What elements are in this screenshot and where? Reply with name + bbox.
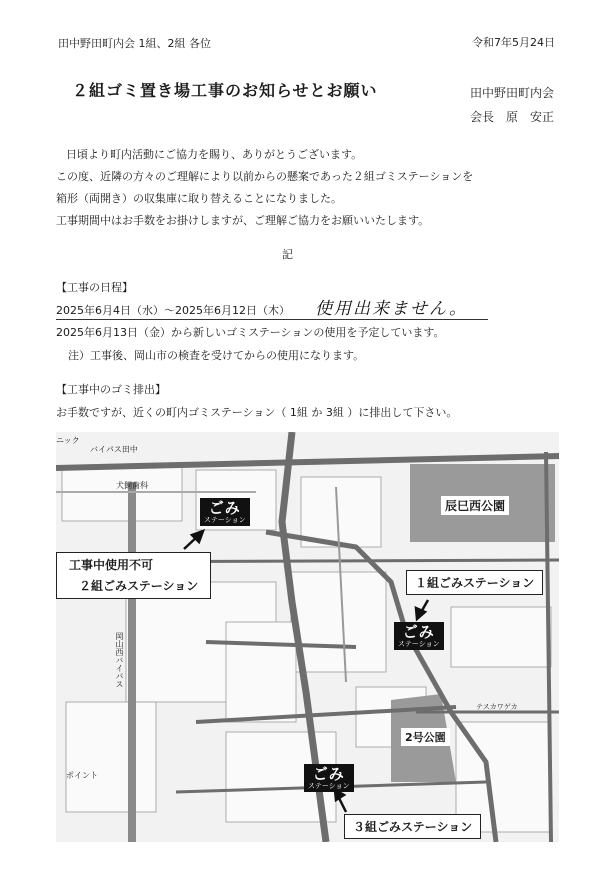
label-bypass-road: 岡山西バイパス bbox=[115, 632, 124, 688]
station-text: ステーション bbox=[308, 782, 350, 790]
gomi-text: ごみ bbox=[402, 623, 435, 641]
station-text: ステーション bbox=[204, 516, 246, 524]
body-line-1: 日頃より町内活動にご協力を賜り、ありがとうございます。 bbox=[66, 148, 363, 161]
gomi-station-3-badge bbox=[304, 764, 354, 792]
closed-station-line-1: 工事中使用不可 bbox=[69, 558, 154, 572]
disposal-text: お手数ですが、近くの町内ゴミステーション（ 1組 か 3組 ）に排出して下さい。 bbox=[56, 406, 458, 419]
gomi-text: ごみ bbox=[208, 499, 241, 517]
schedule-heading: 【工事の日程】 bbox=[56, 281, 133, 294]
organization-name: 田中野田町内会 bbox=[470, 86, 555, 100]
page-title: ２組ゴミ置き場工事のお知らせとお願い bbox=[72, 81, 378, 100]
closed-station-label bbox=[56, 552, 211, 599]
disposal-heading: 【工事中のゴミ排出】 bbox=[56, 383, 166, 396]
station-1-label: １組ごみステーション bbox=[406, 570, 543, 595]
label-tbl: テスカワゲカ bbox=[476, 703, 518, 711]
label-dog-dental: 犬飼歯科 bbox=[116, 481, 148, 490]
neighborhood-map bbox=[56, 432, 559, 842]
park-tatsumi-label: 辰巳西公園 bbox=[441, 496, 509, 515]
handwritten-note: 使用出来ません。 bbox=[315, 299, 469, 319]
body-line-4: 工事期間中はお手数をお掛けしますが、ご理解ご協力をお願いいたします。 bbox=[56, 214, 430, 227]
recipients: 田中野田町内会 1組、2組 各位 bbox=[58, 37, 211, 50]
body-line-3: 箱形（両開き）の収集庫に取り替えることになりました。 bbox=[56, 192, 342, 205]
park-2go-label: 2号公園 bbox=[401, 728, 450, 746]
start-use-text: 2025年6月13日（金）から新しいゴミステーションの使用を予定しています。 bbox=[56, 326, 445, 339]
gomi-station-2-badge bbox=[200, 498, 250, 526]
gomi-station-1-badge bbox=[394, 622, 444, 650]
president-name: 会長 原 安正 bbox=[470, 110, 555, 124]
gomi-text: ごみ bbox=[312, 765, 345, 783]
station-3-label: ３組ごみステーション bbox=[344, 814, 481, 839]
underline bbox=[56, 319, 488, 320]
label-point: ポイント bbox=[66, 771, 98, 780]
station-text: ステーション bbox=[398, 640, 440, 648]
label-bypass: バイパス田中 bbox=[90, 445, 138, 454]
closed-station-line-2: ２組ごみステーション bbox=[79, 579, 199, 593]
inspection-note: 注）工事後、岡山市の検査を受けてからの使用になります。 bbox=[68, 349, 365, 362]
body-line-2: この度、近隣の方々のご理解により以前からの懸案であった２組ゴミステーションを bbox=[56, 170, 474, 183]
ki-mark: 記 bbox=[282, 248, 293, 261]
issue-date: 令和7年5月24日 bbox=[472, 36, 555, 49]
schedule-period: 2025年6月4日（水）～2025年6月12日（木） bbox=[56, 304, 290, 317]
label-clinic: ニック bbox=[56, 436, 80, 445]
